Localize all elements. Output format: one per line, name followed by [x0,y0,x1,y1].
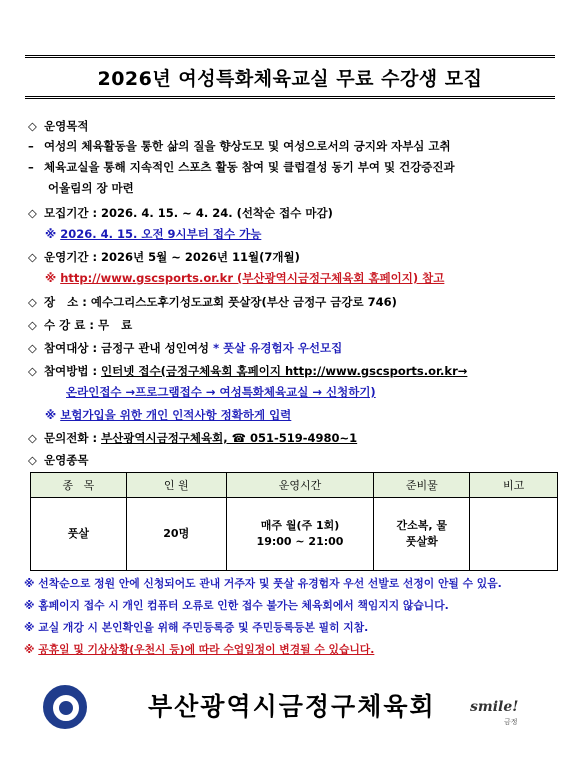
smile-logo-sub: 금정 [504,718,518,726]
target-value: 금정구 관내 성인여성 [101,341,210,355]
place-row: ◇ 장 소 : 예수그리스도후기성도교회 풋살장(부산 금정구 금강로 746) [28,295,397,309]
diamond-bullet-icon: ◇ [28,119,37,133]
operation-note [45,270,444,286]
method-label: 참여방법 [44,364,89,378]
purpose-label: 운영목적 [44,119,89,133]
table-cell-time [226,498,374,571]
purpose-text-2: 체육교실을 통해 지속적인 스포츠 활동 참여 및 클럽결성 동기 부여 및 건강증진과 [44,160,455,174]
note-2-text: 홈페이지 접수 시 개인 컴퓨터 오류로 인한 접수 불가는 체육회에서 책임지지 않습니다. [38,599,449,612]
table-header-cell: 인 원 [126,473,226,498]
page-title: 2026년 여성특화체육교실 무료 수강생 모집 [97,67,483,90]
smile-logo [470,683,530,727]
table-cell-remark [470,498,558,571]
reference-mark-icon: ※ [24,599,35,612]
organization-name: 부산광역시금정구체육회 [148,692,436,721]
recruit-note-text: 2026. 4. 15. 오전 9시부터 접수 가능 [60,227,262,241]
table-header-cell: 비고 [470,473,558,498]
target-extra: * 풋살 유경험자 우선모집 [213,341,343,355]
method-line-2[interactable]: 온라인접수 →프로그램접수 → 여성특화체육교실 → 신청하기) [66,385,376,399]
table-header-cell: 운영시간 [226,473,374,498]
table-cell-prep [374,498,470,571]
place-label: 장 소 [44,295,79,309]
method-note [45,407,291,423]
recruit-value: 2026. 4. 15. ~ 4. 24. (선착순 접수 마감) [101,206,333,220]
operation-note-link[interactable]: http://www.gscsports.or.kr (부산광역시금정구체육회 홈페이지) 참고 [60,271,445,285]
events-label: 운영종목 [44,453,89,467]
note-4 [24,642,374,657]
seal-ring [52,694,80,722]
time-line-2: 19:00 ~ 21:00 [256,535,344,548]
purpose-line-3: 어울림의 장 마련 [48,181,134,195]
recruit-note [45,226,261,242]
dash-bullet-icon: – [28,160,34,174]
note-3-text: 교실 개강 시 본인확인을 위해 주민등록증 및 주민등록등본 필히 지참. [38,621,369,634]
diamond-bullet-icon: ◇ [28,364,37,378]
time-line-1: 매주 월(주 1회) [260,519,340,532]
contact-row: ◇ 문의전화 : 부산광역시금정구체육회, ☎ 051-519-4980~1 [28,431,358,445]
table-header-cell: 준비물 [374,473,470,498]
recruit-label: 모집기간 [44,206,89,220]
method-row: ◇ 참여방법 : 인터넷 접수(금정구체육회 홈페이지 http://www.gscsports.or.kr→ [28,364,468,378]
purpose-heading [28,118,88,134]
note-4-text: 공휴일 및 기상상황(우천시 등)에 따라 수업일정이 변경될 수 있습니다. [38,643,375,656]
table-cell-sport: 풋살 [31,498,127,571]
events-heading [28,452,88,468]
reference-mark-icon: ※ [45,271,57,285]
operation-row: ◇ 운영기간 : 2026년 5월 ~ 2026년 11월(7개월) [28,250,300,264]
events-table [30,472,558,571]
diamond-bullet-icon: ◇ [28,318,37,332]
recruit-row: ◇ 모집기간 : 2026. 4. 15. ~ 4. 24. (선착순 접수 마감) [28,206,333,220]
place-value: 예수그리스도후기성도교회 풋살장(부산 금정구 금강로 746) [90,295,397,309]
fee-value: 무 료 [97,318,133,332]
reference-mark-icon: ※ [45,227,57,241]
title-box [25,55,555,99]
method-line-2-row [66,384,376,400]
diamond-bullet-icon: ◇ [28,295,37,309]
diamond-bullet-icon: ◇ [28,341,37,355]
table-row [31,498,558,571]
note-1 [24,576,502,591]
reference-mark-icon: ※ [45,408,57,422]
diamond-bullet-icon: ◇ [28,250,37,264]
fee-label: 수 강 료 [44,318,86,332]
prep-line-2: 풋살화 [405,535,438,548]
diamond-bullet-icon: ◇ [28,431,37,445]
smile-logo-text: smile! [470,699,519,715]
diamond-bullet-icon: ◇ [28,206,37,220]
prep-line-1: 간소복, 물 [396,519,448,532]
reference-mark-icon: ※ [24,643,35,656]
reference-mark-icon: ※ [24,621,35,634]
method-note-text: 보험가입을 위한 개인 인적사항 정확하게 입력 [60,408,292,422]
note-2 [24,598,449,613]
table-header-cell: 종 목 [31,473,127,498]
operation-value: 2026년 5월 ~ 2026년 11월(7개월) [101,250,300,264]
seal-core [59,701,73,715]
footer [0,675,582,735]
note-3 [24,620,368,635]
operation-label: 운영기간 [44,250,89,264]
table-cell-count: 20명 [126,498,226,571]
purpose-line-2 [28,159,455,175]
diamond-bullet-icon: ◇ [28,453,37,467]
target-label: 참여대상 [44,341,89,355]
table-header-row [31,473,558,498]
target-row: ◇ 참여대상 : 금정구 관내 성인여성 * 풋살 유경험자 우선모집 [28,341,343,355]
fee-row: ◇ 수 강 료 : 무 료 [28,318,133,332]
association-seal-icon [43,685,87,729]
purpose-line-1 [28,138,451,154]
purpose-text-1: 여성의 체육활동을 통한 삶의 질을 향상도모 및 여성으로서의 긍지와 자부심 고취 [44,139,451,153]
method-line-1[interactable]: 인터넷 접수(금정구체육회 홈페이지 http://www.gscsports.or.kr→ [101,364,468,378]
dash-bullet-icon: – [28,139,34,153]
reference-mark-icon: ※ [24,577,35,590]
note-1-text: 선착순으로 정원 안에 신청되어도 관내 거주자 및 풋살 유경험자 우선 선발로 선정이 안될 수 있음. [38,577,502,590]
contact-label: 문의전화 [44,431,89,445]
contact-value: 부산광역시금정구체육회, ☎ 051-519-4980~1 [101,431,358,445]
